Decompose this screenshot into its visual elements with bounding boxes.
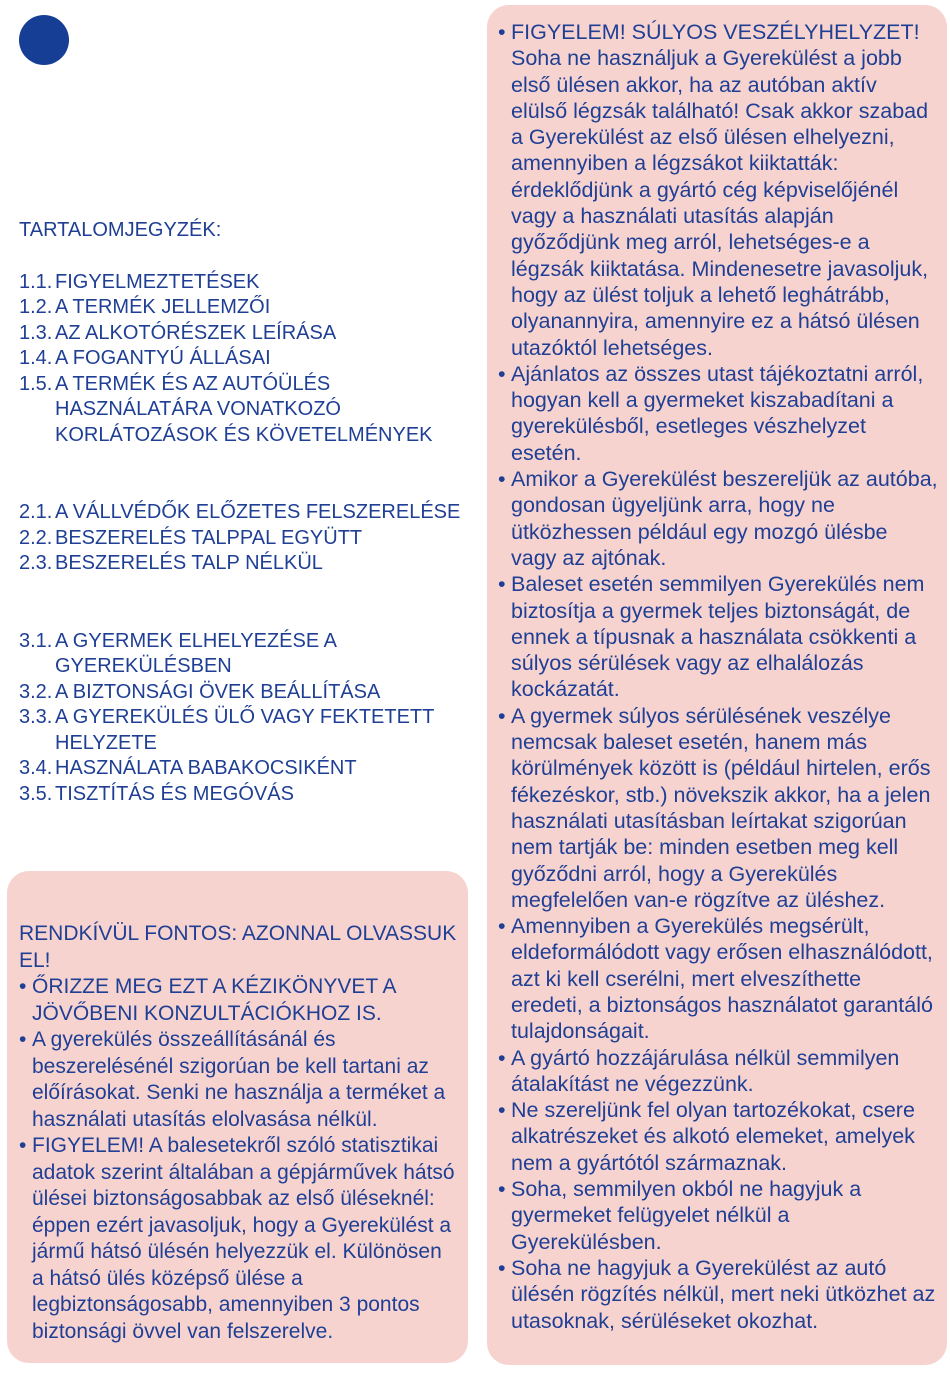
- list-item: • ŐRIZZE MEG EZT A KÉZIKÖNYVET A JÖVŐBENI KONZULTÁCIÓKHOZ IS.: [19, 974, 459, 1027]
- toc-item[interactable]: [19, 680, 469, 706]
- warnings-content: [498, 19, 938, 1334]
- toc-item-number: 2.2.: [19, 526, 53, 549]
- toc-item[interactable]: [19, 321, 469, 347]
- toc-item-label: A TERMÉK JELLEMZŐI: [55, 296, 271, 318]
- toc-item[interactable]: [19, 526, 469, 552]
- toc-item-label: BESZERELÉS TALP NÉLKÜL: [55, 552, 323, 574]
- toc-item-label: A TERMÉK ÉS AZ AUTÓÜLÉS HASZNÁLATÁRA VONATKOZÓ KORLÁTOZÁSOK ÉS KÖVETELMÉNYEK: [55, 372, 433, 446]
- list-item: • A gyártó hozzájárulása nélkül semmilyen átalakítást ne végezzünk.: [498, 1045, 938, 1098]
- toc-item-label: A BIZTONSÁGI ÖVEK BEÁLLÍTÁSA: [55, 680, 381, 703]
- toc-item[interactable]: [19, 782, 469, 808]
- toc-item[interactable]: [19, 551, 469, 577]
- toc-item-number: 3.4.: [19, 757, 53, 779]
- list-item: • Ajánlatos az összes utast tájékoztatni arról, hogyan kell a gyermeket kiszabadítani a gyerekülésből, esetleges vészhelyzet esetén.: [498, 361, 938, 466]
- toc-item-number: 3.5.: [19, 782, 53, 805]
- toc-title: TARTALOMJEGYZÉK:: [19, 219, 222, 241]
- toc-item-label: A GYERMEK ELHELYEZÉSE A GYEREKÜLÉSBEN: [55, 629, 336, 677]
- list-item: • Soha ne hagyjuk a Gyerekülést az autó ülésén rögzítés nélkül, mert neki ütközhet az utasoknak, sérüléseket okozhat.: [498, 1255, 938, 1334]
- important-notice-content: [19, 921, 459, 1345]
- warnings-list: [498, 19, 938, 1334]
- list-item: • Amikor a Gyerekülést beszereljük az autóba, gondosan ügyeljünk arra, hogy ne ütközhessen például egy mozgó ülésbe vagy az ajtónak.: [498, 466, 938, 571]
- toc-group-1: [19, 270, 469, 449]
- warnings-box: [487, 5, 947, 1365]
- list-item: • Soha, semmilyen okból ne hagyjuk a gyermeket felügyelet nélkül a Gyerekülésben.: [498, 1176, 938, 1255]
- list-item: • Baleset esetén semmilyen Gyerekülés nem biztosítja a gyermek teljes biztonságát, de ennek a típusnak a használata csökkenti a súlyos sérülések vagy az elhalálozás kockázatát.: [498, 571, 938, 702]
- toc-item-number: 2.3.: [19, 552, 53, 574]
- toc-item-label: AZ ALKOTÓRÉSZEK LEÍRÁSA: [55, 321, 337, 344]
- toc-item[interactable]: [19, 270, 469, 296]
- toc-item-label: A VÁLLVÉDŐK ELŐZETES FELSZERELÉSE: [55, 501, 461, 523]
- toc-item[interactable]: [19, 346, 469, 372]
- list-item: • A gyermek súlyos sérülésének veszélye nemcsak baleset esetén, hanem más körülmények között is (például hirtelen, erős fékezéskor, stb.) növekszik akkor, ha a jelen használati utasításban leírtakat szigorúan nem tartják be: minden esetben meg kell győződni arról, hogy a Gyerekülés megfelelően van-e rögzítve az üléshez.: [498, 703, 938, 913]
- important-notice-heading: RENDKÍVÜL FONTOS: AZONNAL OLVASSUK EL!: [19, 922, 457, 972]
- list-item: • Ne szereljünk fel olyan tartozékokat, csere alkatrészeket és alkotó elemeket, amelyek nem a gyártótól származnak.: [498, 1097, 938, 1176]
- toc-item-label: HASZNÁLATA BABAKOCSIKÉNT: [55, 757, 357, 779]
- toc-item[interactable]: [19, 756, 469, 782]
- toc-item-label: TISZTÍTÁS ÉS MEGÓVÁS: [55, 782, 294, 805]
- toc-item-number: 1.1.: [19, 270, 53, 293]
- list-item: • A gyerekülés összeállításánál és beszerelésénél szigorúan be kell tartani az előírásokat. Senki ne használja a terméket a használati utasítás elolvasása nélkül.: [19, 1027, 459, 1133]
- list-item: • Amennyiben a Gyerekülés megsérült, eldeformálódott vagy erősen elhasználódott, azt ki kell cserélni, mert elveszíthette eredeti, a biztonságos használatot garantáló tulajdonságait.: [498, 913, 938, 1044]
- toc-item-number: 1.4.: [19, 347, 53, 369]
- toc-item-number: 3.1.: [19, 629, 53, 652]
- toc-item-label: A FOGANTYÚ ÁLLÁSAI: [55, 347, 271, 369]
- section-marker-dot: [19, 15, 69, 65]
- toc-group-2: [19, 500, 469, 577]
- toc-group-3: [19, 629, 469, 808]
- important-notice-list: [19, 974, 459, 1345]
- toc-item-number: 1.3.: [19, 321, 53, 344]
- toc-item-number: 3.2.: [19, 680, 53, 703]
- toc-item-number: 1.5.: [19, 372, 53, 395]
- toc-item-number: 3.3.: [19, 706, 53, 728]
- toc-item-number: 1.2.: [19, 296, 53, 318]
- list-item: • FIGYELEM! A balesetekről szóló statisztikai adatok szerint általában a gépjárművek hátsó ülései biztonságosabbak az első üléseknél: éppen ezért javasoljuk, hogy a Gyerekülést a jármű hátsó ülésén helyezzük el. Különösen a hátsó ülés középső ülése a legbiztonságosabb, amennyiben 3 pontos biztonsági övvel van felszerelve.: [19, 1133, 459, 1345]
- toc-item[interactable]: [19, 295, 469, 321]
- toc-item[interactable]: [19, 372, 469, 449]
- toc-item-label: A GYEREKÜLÉS ÜLŐ VAGY FEKTETETT HELYZETE: [55, 706, 435, 754]
- toc-item-label: FIGYELMEZTETÉSEK: [55, 270, 260, 293]
- toc-item-label: BESZERELÉS TALPPAL EGYÜTT: [55, 526, 363, 549]
- toc-item[interactable]: [19, 705, 469, 756]
- toc-item[interactable]: [19, 629, 469, 680]
- table-of-contents: [19, 218, 469, 859]
- important-notice-box: [7, 871, 468, 1363]
- toc-item[interactable]: [19, 500, 469, 526]
- list-item: • FIGYELEM! SÚLYOS VESZÉLYHELYZET! Soha ne használjuk a Gyerekülést a jobb első ülésen akkor, ha az autóban aktív elülső légzsák található! Csak akkor szabad a Gyerekülést az első ülésen elhelyezni, amennyiben a légzsákot kiiktatták: érdeklődjünk a gyártó cég képviselőjénél vagy a használati utasítás alapján győződjünk meg arról, lehetséges-e a légzsák kiiktatása. Mindenesetre javasoljuk, hogy az ülést toljuk a lehető leghátrább, olyanannyira, amennyire ez a hátsó ülésen utazóktól lehetséges.: [498, 19, 938, 361]
- toc-item-number: 2.1.: [19, 501, 53, 523]
